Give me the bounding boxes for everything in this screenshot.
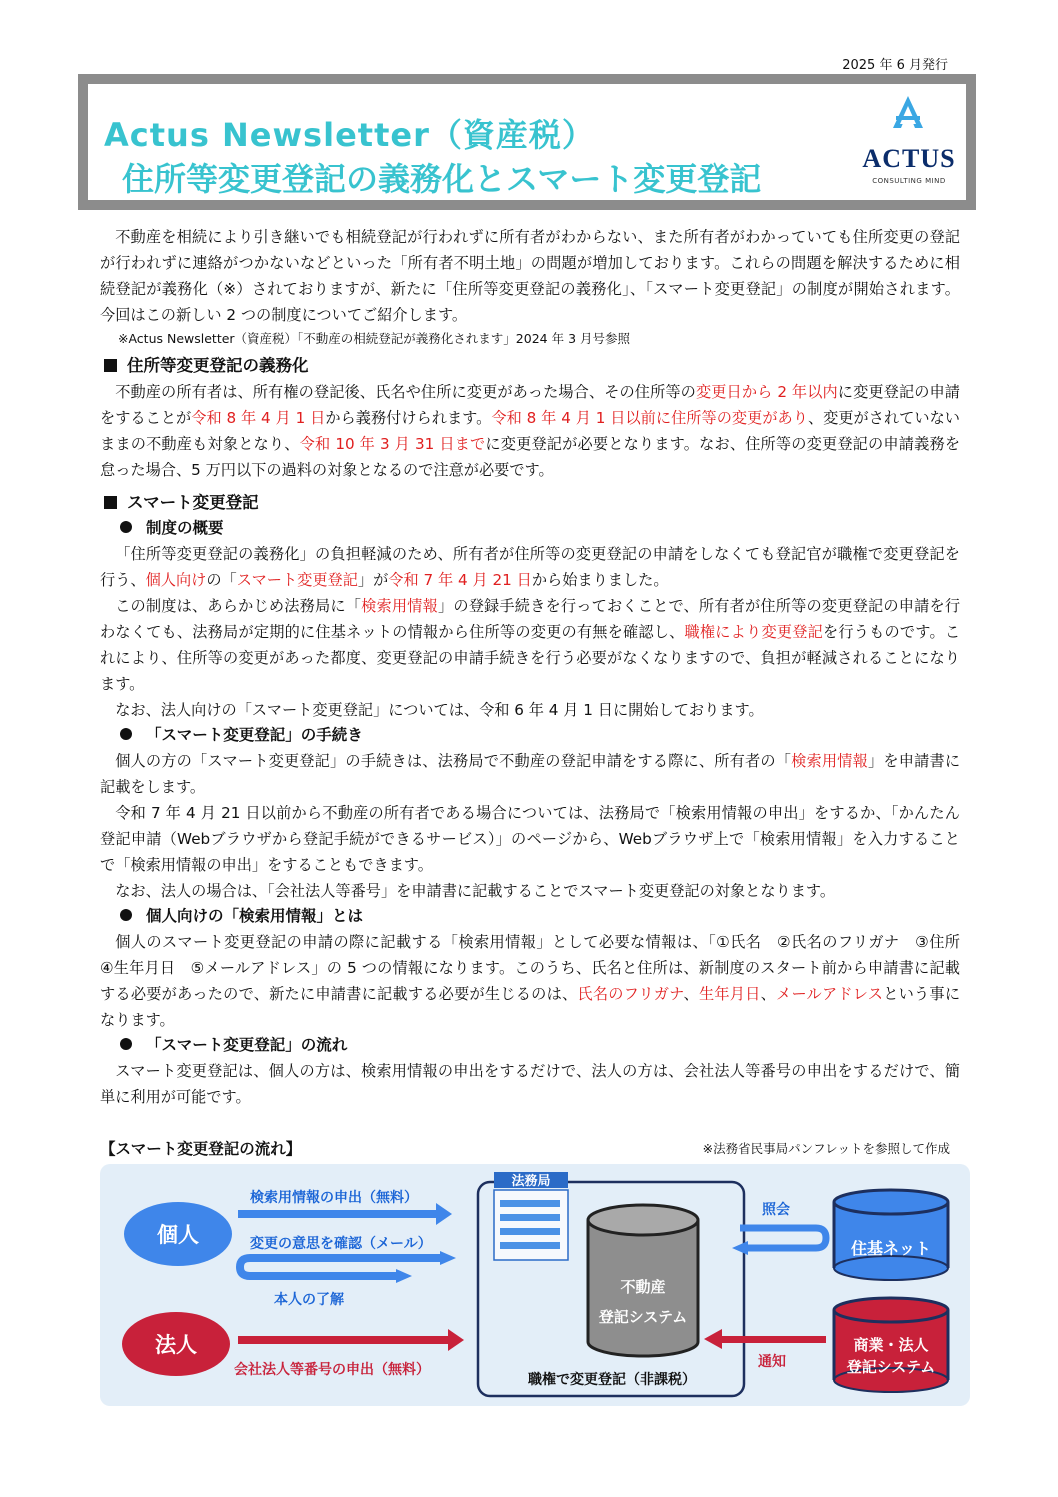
subheading-flow: 「スマート変更登記」の流れ: [100, 1033, 960, 1058]
flow-paragraph: スマート変更登記は、個人の方は、検索用情報の申出をするだけで、法人の方は、会社法人等番号の申出をするだけで、簡単に利用が可能です。: [100, 1062, 960, 1106]
article-body: [100, 224, 976, 1110]
bureau-label: 法務局: [511, 1174, 551, 1189]
overview-paragraph-2: この制度は、あらかじめ法務局に「検索用情報」の登録手続きを行っておくことで、所有者が住所等の変更登記の申請を行わなくても、法務局が定期的に住基ネットの情報から住所等の変更の有無を確認し、職権により変更登記を行うものです。これにより、住所等の変更があった都度、変更登記の申請手続きを行う必要がなくなりますので、負担が軽減されることになります。: [100, 597, 961, 693]
flow-diagram: [100, 1162, 972, 1408]
corporate-registry-label-2: 登記システム: [846, 1358, 936, 1376]
notify-label: 通知: [758, 1354, 786, 1370]
flow-diagram-title: 【スマート変更登記の流れ】: [100, 1140, 302, 1158]
inquiry-label: 照会: [762, 1202, 790, 1218]
flow-diagram-header: [100, 1137, 960, 1161]
article-title: 住所等変更登記の義務化とスマート変更登記: [122, 160, 762, 198]
arrow-label-consent: 本人の了解: [274, 1292, 344, 1308]
corporate-registry-label-1: 商業・法人: [853, 1336, 929, 1354]
registry-system-label-1: 不動産: [620, 1278, 666, 1296]
circle-bullet-icon: [120, 1038, 132, 1050]
square-bullet-icon: [104, 496, 117, 509]
actus-logo: [850, 92, 966, 192]
circle-bullet-icon: [120, 521, 132, 533]
logo-tagline: CONSULTING MIND: [872, 177, 946, 185]
issue-date: 2025 年 6 月発行: [842, 58, 948, 73]
individual-label: 個人: [157, 1223, 199, 1247]
newsletter-title: Actus Newsletter（資産税）: [104, 116, 595, 154]
arrow-label-corporate-number: 会社法人等番号の申出（無料）: [234, 1362, 430, 1378]
obligation-paragraph: 不動産の所有者は、所有権の登記後、氏名や住所に変更があった場合、その住所等の変更日から 2 年以内に変更登記の申請をすることが令和 8 年 4 月 1 日から義務付けられます。令和 8 年 4 月 1 日以前に住所等の変更があり、変更がされていないままの不動産も対象となり、令和 10 年 3 月 31 日までに変更登記が必要となります。なお、住所等の変更登記の申請義務を怠った場合、5 万円以下の過料の対象となるので注意が必要です。: [100, 383, 961, 479]
section-heading-smart: スマート変更登記: [100, 489, 960, 516]
procedure-paragraph-3: なお、法人の場合は、「会社法人等番号」を申請書に記載することでスマート変更登記の対象となります。: [115, 882, 836, 900]
overview-paragraph-3: なお、法人向けの「スマート変更登記」については、令和 6 年 4 月 1 日に開始しております。: [115, 701, 764, 719]
corporation-label: 法人: [155, 1333, 197, 1357]
search-info-paragraph: 個人のスマート変更登記の申請の際に記載する「検索用情報」として必要な情報は、「①氏名 ②氏名のフリガナ ③住所 ④生年月日 ⑤メールアドレス」の 5 つの情報になります。このうち、氏名と住所は、新制度のスタート前から申請書に記載する必要があったので、新たに申請書に記載する必要が生じるのは、氏名のフリガナ、生年月日、メールアドレスという事になります。: [100, 933, 976, 1029]
registry-system-label-2: 登記システム: [598, 1308, 688, 1326]
circle-bullet-icon: [120, 909, 132, 921]
actus-mark-icon: [890, 94, 926, 130]
arrow-label-confirm-intent: 変更の意思を確認（メール）: [250, 1236, 432, 1252]
subheading-overview: 制度の概要: [100, 516, 960, 541]
square-bullet-icon: [104, 359, 117, 372]
subheading-procedure: 「スマート変更登記」の手続き: [100, 723, 960, 748]
bureau-caption: 職権で変更登記（非課税）: [528, 1372, 696, 1388]
procedure-paragraph-2: 令和 7 年 4 月 21 日以前から不動産の所有者である場合については、法務局で「検索用情報の申出」をするか、「かんたん登記申請（Webブラウザから登記手続ができるサービス）」のページから、Webブラウザ上で「検索用情報」を入力することで「検索用情報の申出」をすることもできます。: [100, 804, 960, 874]
title-banner: [78, 74, 976, 210]
overview-paragraph-1: 「住所等変更登記の義務化」の負担軽減のため、所有者が住所等の変更登記の申請をしなくても登記官が職権で変更登記を行う、個人向けの「スマート変更登記」が令和 7 年 4 月 21 日から始まりました。: [100, 545, 960, 589]
subheading-search-info: 個人向けの「検索用情報」とは: [100, 904, 960, 929]
circle-bullet-icon: [120, 728, 132, 740]
procedure-paragraph-1: 個人の方の「スマート変更登記」の手続きは、法務局で不動産の登記申請をする際に、所有者の「検索用情報」を申請書に記載をします。: [100, 752, 961, 796]
arrow-label-search-info: 検索用情報の申出（無料）: [250, 1190, 418, 1206]
logo-wordmark: ACTUS: [862, 144, 956, 173]
intro-note: ※Actus Newsletter（資産税）「不動産の相続登記が義務化されます」2024 年 3 月号参照: [118, 331, 630, 346]
juki-net-label: 住基ネット: [850, 1239, 932, 1258]
section-heading-obligation: 住所等変更登記の義務化: [100, 352, 960, 379]
intro-paragraph: 不動産を相続により引き継いでも相続登記が行われずに所有者がわからない、また所有者がわかっていても住所変更の登記が行われずに連絡がつかないなどといった「所有者不明土地」の問題が増加しております。これらの問題を解決するために相続登記が義務化（※）されておりますが、新たに「住所等変更登記の義務化」、「スマート変更登記」の制度が開始されます。今回はこの新しい 2 つの制度についてご紹介します。: [100, 228, 960, 324]
flow-diagram-source: ※法務省民事局パンフレットを参照して作成: [702, 1141, 950, 1156]
juki-net-cylinder: [834, 1190, 948, 1280]
